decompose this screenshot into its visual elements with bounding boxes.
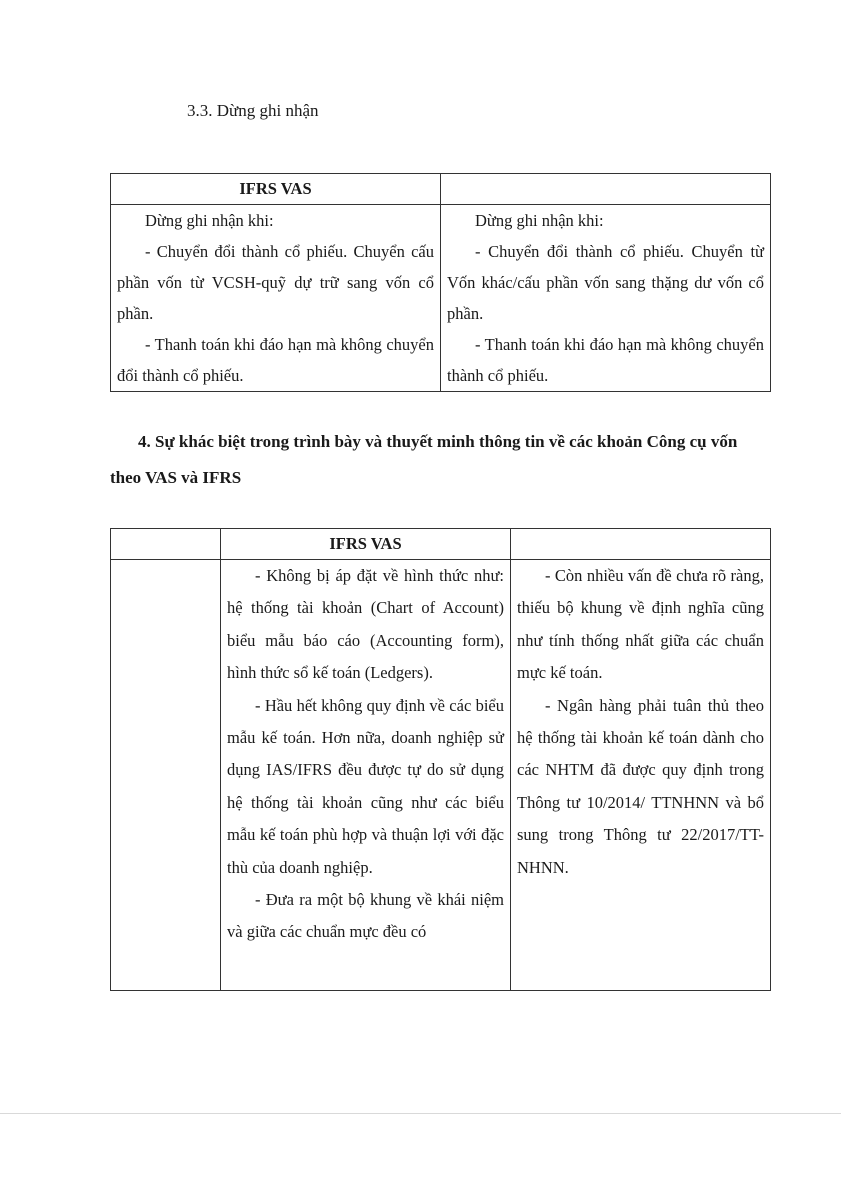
table2-header-mid: IFRS VAS — [221, 529, 511, 560]
table1-header-left: IFRS VAS — [111, 174, 441, 205]
table2-header-label — [111, 529, 221, 560]
table1-ifrs-cell — [111, 205, 441, 392]
paragraph: - Đưa ra một bộ khung về khái niệm và giữa các chuẩn mực đều có — [227, 890, 504, 942]
section-title: 3.3. Dừng ghi nhận — [187, 101, 319, 120]
section-heading-4: 4. Sự khác biệt trong trình bày và thuyết minh thông tin về các khoản Công cụ vốn theo VAS và IFRS — [110, 432, 738, 487]
paragraph: - Không bị áp đặt về hình thức như: hệ thống tài khoản (Chart of Account) biểu mẫu báo cáo (Accounting form), hình thức sổ kế toán (Ledgers). — [227, 566, 504, 683]
paragraph: - Chuyển đổi thành cổ phiếu. Chuyển cấu phần vốn từ VCSH-quỹ dự trữ sang vốn cổ phần. — [117, 242, 434, 323]
table2-vas-cell — [511, 560, 771, 991]
page-footer-divider — [0, 1113, 841, 1114]
paragraph: - Hầu hết không quy định về các biểu mẫu kế toán. Hơn nữa, doanh nghiệp sử dụng IAS/IFRS đều được tự do sử dụng hệ thống tài khoản cũng như các biểu mẫu kế toán phù hợp và thuận lợi với đặc thù của doanh nghiệp. — [227, 695, 504, 877]
paragraph: - Ngân hàng phải tuân thủ theo hệ thống tài khoản kế toán dành cho các NHTM đã được quy định trong Thông tư 10/2014/ TTNHNN và bổ sung trong Thông tư 22/2017/TT-NHNN. — [517, 695, 764, 877]
table2-label-cell — [111, 560, 221, 991]
paragraph: - Chuyển đổi thành cổ phiếu. Chuyển từ Vốn khác/cấu phần vốn sang thặng dư vốn cổ phần. — [447, 242, 764, 323]
table2-header-right — [511, 529, 771, 560]
table1-header-right — [441, 174, 771, 205]
paragraph: Dừng ghi nhận khi: — [145, 211, 274, 230]
table2-ifrs-cell — [221, 560, 511, 991]
paragraph: Dừng ghi nhận khi: — [475, 211, 604, 230]
paragraph: - Thanh toán khi đáo hạn mà không chuyển đổi thành cổ phiếu. — [117, 335, 434, 385]
paragraph: - Còn nhiều vấn đề chưa rõ ràng, thiếu bộ khung về định nghĩa cũng như tính thống nhất giữa các chuẩn mực kế toán. — [517, 566, 764, 683]
paragraph: - Thanh toán khi đáo hạn mà không chuyển thành cổ phiếu. — [447, 335, 764, 385]
presentation-table — [110, 528, 771, 991]
table1-vas-cell — [441, 205, 771, 392]
derecognition-table — [110, 173, 771, 392]
